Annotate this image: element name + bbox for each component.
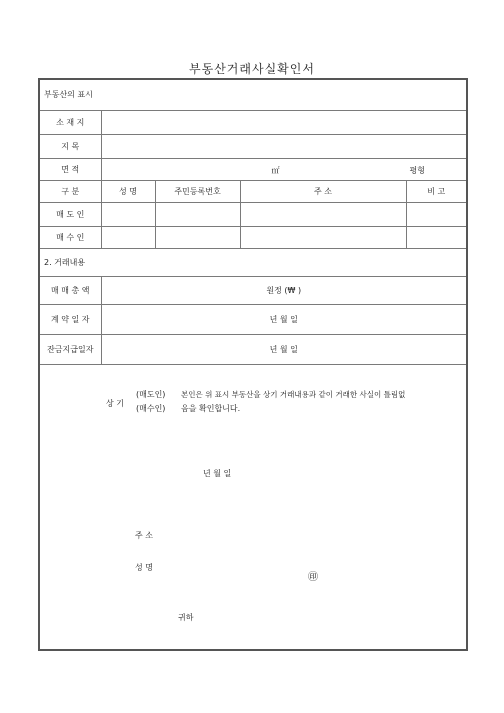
recipient-label: 귀하 [178,612,194,622]
address-label: 주 소 [135,530,153,540]
seal-icon: ㊞ [308,571,318,583]
section-property-heading: 부동산의 표시 [39,79,467,110]
buyer-id-field[interactable] [155,226,240,248]
area-unit-m2: ㎡ [271,165,280,175]
contract-date-field[interactable]: 년 월 일 [101,304,467,334]
header-remarks: 비 고 [406,180,467,202]
header-category: 구 분 [39,180,101,202]
document-title: 부동산거래사실확인서 [189,62,315,76]
area-label: 면 적 [39,158,101,180]
seller-role: (매도인) [136,389,166,399]
buyer-label: 매 수 인 [39,226,101,248]
area-unit-pyeong: 평형 [409,165,425,175]
header-id-number: 주민등록번호 [155,180,240,202]
buyer-remarks-field[interactable] [406,226,467,248]
contract-date-label: 계 약 일 자 [39,304,101,334]
location-field[interactable] [101,110,467,134]
section-transaction-heading: 2. 거래내용 [39,248,467,276]
confirm-prefix: 상 기 [106,398,124,408]
statement-line-1: 본인은 위 표시 부동산을 상기 거래내용과 같이 거래한 사실이 틀림없 [181,389,406,399]
confirmation-block [39,364,467,650]
name-label: 성 명 [135,562,153,572]
total-amount-field[interactable]: 원정 (₩ ) [101,276,467,304]
buyer-role: (매수인) [136,403,166,413]
buyer-address-field[interactable] [240,226,406,248]
area-field[interactable] [101,158,467,180]
header-name: 성 명 [101,180,155,202]
buyer-name-field[interactable] [101,226,155,248]
header-address: 주 소 [240,180,406,202]
confirmation-form [38,78,468,651]
seller-id-field[interactable] [155,202,240,226]
land-category-label: 지 목 [39,134,101,158]
statement-line-2: 음을 확인합니다. [181,403,241,413]
balance-date-field[interactable]: 년 월 일 [101,334,467,364]
confirm-date: 년 월 일 [203,468,232,478]
seller-remarks-field[interactable] [406,202,467,226]
seller-address-field[interactable] [240,202,406,226]
balance-date-label: 잔금지급일자 [39,334,101,364]
seller-label: 매 도 인 [39,202,101,226]
location-label: 소 재 지 [39,110,101,134]
total-amount-label: 매 매 총 액 [39,276,101,304]
seller-name-field[interactable] [101,202,155,226]
land-category-field[interactable] [101,134,467,158]
